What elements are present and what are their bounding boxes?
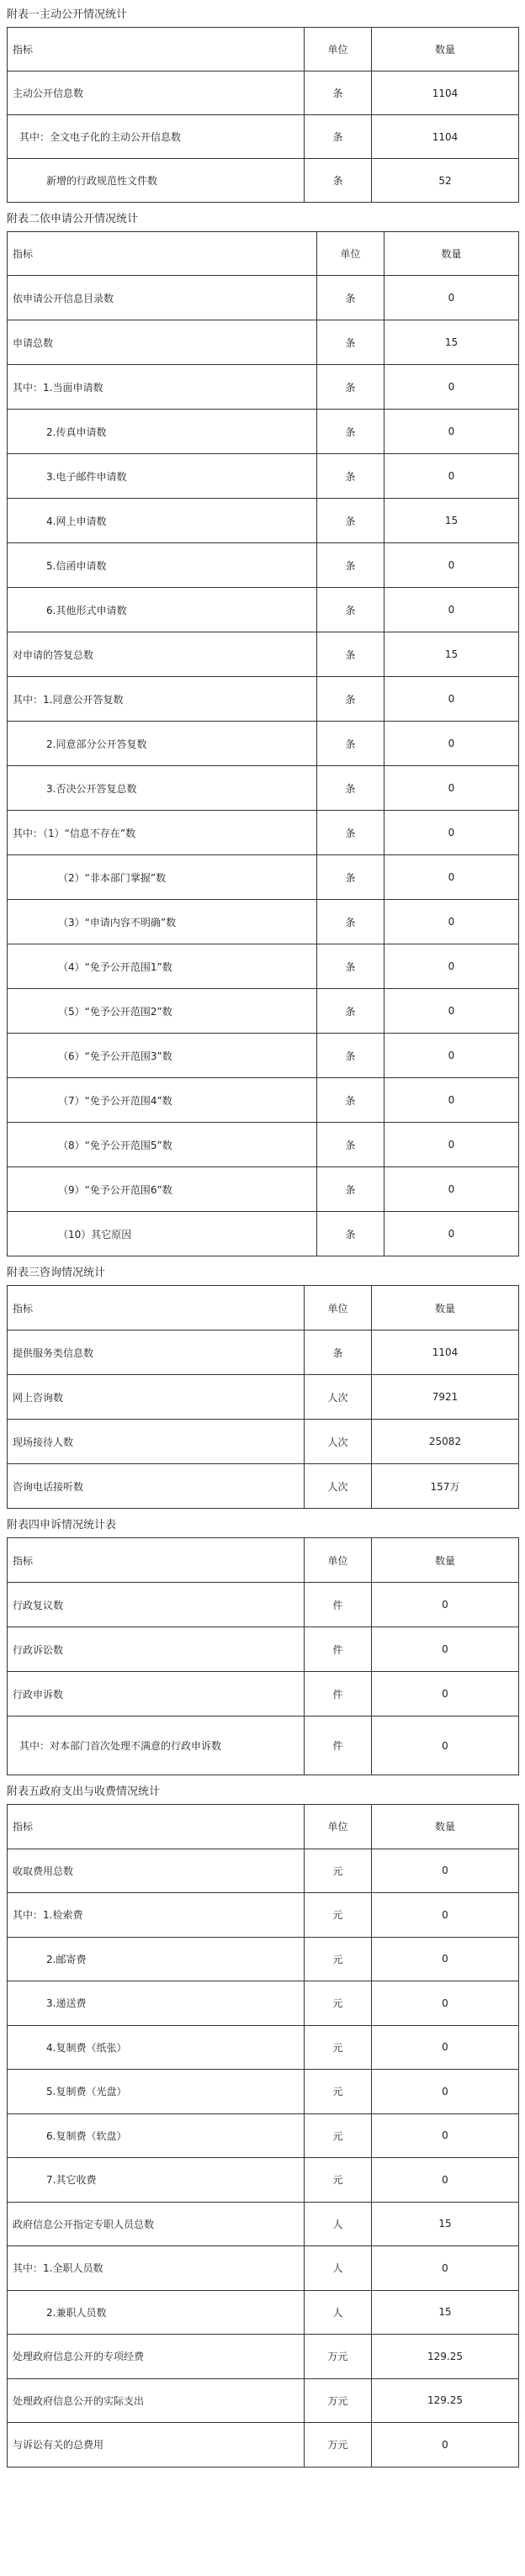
table-row	[8, 71, 519, 115]
row-name: （4）“免予公开范围1”数	[8, 944, 317, 989]
row-qty: 0	[384, 1212, 519, 1256]
row-name: 4.网上申请数	[8, 499, 317, 543]
table-row	[8, 1078, 519, 1123]
table-header-row	[8, 232, 519, 276]
row-name: 对申请的答复总数	[8, 632, 317, 677]
row-unit: 条	[317, 499, 384, 543]
row-name: 与诉讼有关的总费用	[8, 2423, 305, 2468]
row-name: 申请总数	[8, 320, 317, 365]
row-unit: 元	[305, 2113, 372, 2158]
row-qty: 0	[372, 1672, 519, 1716]
table-row	[8, 1375, 519, 1420]
row-unit: 万元	[305, 2378, 372, 2423]
table-row	[8, 1937, 519, 1981]
header-indicator: 指标	[8, 232, 317, 276]
row-name: 其中：1.检索费	[8, 1893, 305, 1938]
row-unit: 人次	[305, 1375, 372, 1420]
table1	[7, 27, 519, 203]
row-qty: 0	[372, 1716, 519, 1775]
row-unit: 条	[317, 1034, 384, 1078]
table-row	[8, 2423, 519, 2468]
header-indicator: 指标	[8, 1538, 305, 1583]
row-qty: 0	[384, 276, 519, 320]
row-name: 3.电子邮件申请数	[8, 454, 317, 499]
row-name: 政府信息公开指定专职人员总数	[8, 2202, 305, 2246]
row-name: 2.邮寄费	[8, 1937, 305, 1981]
header-indicator: 指标	[8, 1805, 305, 1849]
row-qty: 25082	[372, 1420, 519, 1464]
row-unit: 件	[305, 1672, 372, 1716]
row-name: 其中：全文电子化的主动公开信息数	[8, 115, 305, 159]
header-quantity: 数量	[384, 232, 519, 276]
row-qty: 0	[384, 543, 519, 588]
row-name: 其中：对本部门首次处理不满意的行政申诉数	[8, 1716, 305, 1775]
table-row	[8, 677, 519, 722]
row-unit: 条	[317, 632, 384, 677]
row-unit: 件	[305, 1627, 372, 1672]
row-unit: 条	[317, 588, 384, 632]
row-name: 6.其他形式申请数	[8, 588, 317, 632]
row-unit: 条	[305, 115, 372, 159]
row-qty: 0	[384, 811, 519, 855]
row-qty: 0	[384, 944, 519, 989]
row-qty: 0	[372, 1893, 519, 1938]
row-unit: 条	[317, 855, 384, 900]
table-row	[8, 1981, 519, 2026]
row-name: 提供服务类信息数	[8, 1330, 305, 1375]
row-name: 2.传真申请数	[8, 410, 317, 454]
row-unit: 条	[317, 543, 384, 588]
row-qty: 0	[384, 766, 519, 811]
table-row	[8, 2378, 519, 2423]
row-unit: 元	[305, 2070, 372, 2114]
row-qty: 0	[384, 855, 519, 900]
table-row	[8, 1034, 519, 1078]
table-row	[8, 989, 519, 1034]
row-name: 7.其它收费	[8, 2158, 305, 2203]
header-unit: 单位	[305, 1538, 372, 1583]
table-row	[8, 320, 519, 365]
row-name: 5.复制费（光盘）	[8, 2070, 305, 2114]
row-name: （6）“免予公开范围3”数	[8, 1034, 317, 1078]
row-name: （3）“申请内容不明确”数	[8, 900, 317, 944]
row-name: （8）“免予公开范围5”数	[8, 1123, 317, 1167]
row-unit: 人	[305, 2246, 372, 2291]
table3-title: 附表三咨询情况统计	[7, 1267, 106, 1279]
row-unit: 元	[305, 1981, 372, 2026]
header-quantity: 数量	[372, 1286, 519, 1330]
row-unit: 元	[305, 2025, 372, 2070]
row-qty: 0	[384, 454, 519, 499]
row-name: 3.递送费	[8, 1981, 305, 2026]
row-qty: 1104	[372, 115, 519, 159]
row-qty: 0	[384, 900, 519, 944]
row-unit: 条	[317, 944, 384, 989]
header-indicator: 指标	[8, 1286, 305, 1330]
table-row	[8, 2113, 519, 2158]
table-row	[8, 365, 519, 410]
row-unit: 条	[305, 159, 372, 203]
row-qty: 0	[384, 365, 519, 410]
table-row	[8, 632, 519, 677]
table-row	[8, 855, 519, 900]
row-unit: 条	[317, 365, 384, 410]
row-qty: 0	[372, 1849, 519, 1893]
row-qty: 0	[384, 677, 519, 722]
row-name: 网上咨询数	[8, 1375, 305, 1420]
row-unit: 条	[317, 320, 384, 365]
row-qty: 0	[372, 1627, 519, 1672]
table2-title: 附表二依申请公开情况统计	[7, 213, 139, 225]
row-qty: 129.25	[372, 2378, 519, 2423]
row-qty: 0	[372, 2025, 519, 2070]
table-row	[8, 900, 519, 944]
row-unit: 元	[305, 1849, 372, 1893]
table-header-row	[8, 1805, 519, 1849]
table4	[7, 1537, 519, 1775]
row-qty: 1104	[372, 71, 519, 115]
row-unit: 条	[317, 410, 384, 454]
row-qty: 157万	[372, 1464, 519, 1509]
table4-title: 附表四申诉情况统计表	[7, 1519, 117, 1531]
row-qty: 129.25	[372, 2335, 519, 2379]
row-name: 处理政府信息公开的专项经费	[8, 2335, 305, 2379]
row-name: 5.信函申请数	[8, 543, 317, 588]
row-qty: 0	[384, 1034, 519, 1078]
row-unit: 条	[305, 71, 372, 115]
table-row	[8, 588, 519, 632]
table-row	[8, 1167, 519, 1212]
row-unit: 件	[305, 1716, 372, 1775]
row-name: 主动公开信息数	[8, 71, 305, 115]
row-qty: 0	[372, 2070, 519, 2114]
row-qty: 0	[372, 1583, 519, 1627]
row-qty: 0	[372, 2423, 519, 2468]
table-row	[8, 115, 519, 159]
row-qty: 15	[372, 2290, 519, 2335]
row-qty: 7921	[372, 1375, 519, 1420]
row-name: 依申请公开信息目录数	[8, 276, 317, 320]
table-row	[8, 2246, 519, 2291]
table-row	[8, 944, 519, 989]
table-row	[8, 2070, 519, 2114]
row-qty: 0	[372, 2113, 519, 2158]
table-row	[8, 2335, 519, 2379]
header-quantity: 数量	[372, 28, 519, 71]
header-quantity: 数量	[372, 1805, 519, 1849]
row-unit: 条	[317, 1123, 384, 1167]
row-unit: 条	[317, 1167, 384, 1212]
table-row	[8, 1893, 519, 1938]
row-name: 6.复制费（软盘）	[8, 2113, 305, 2158]
row-qty: 0	[384, 1078, 519, 1123]
table5	[7, 1804, 519, 2468]
table-row	[8, 722, 519, 766]
row-unit: 条	[317, 989, 384, 1034]
table-row	[8, 1583, 519, 1627]
table2	[7, 231, 519, 1256]
row-unit: 人次	[305, 1464, 372, 1509]
row-unit: 条	[317, 722, 384, 766]
table5-title: 附表五政府支出与收费情况统计	[7, 1785, 161, 1798]
row-unit: 人次	[305, 1420, 372, 1464]
row-name: 2.兼职人员数	[8, 2290, 305, 2335]
row-unit: 条	[305, 1330, 372, 1375]
table-row	[8, 1849, 519, 1893]
row-name: 处理政府信息公开的实际支出	[8, 2378, 305, 2423]
row-qty: 0	[384, 1123, 519, 1167]
table-row	[8, 410, 519, 454]
row-qty: 0	[372, 1981, 519, 2026]
row-qty: 0	[384, 722, 519, 766]
table-header-row	[8, 28, 519, 71]
row-qty: 0	[384, 410, 519, 454]
header-quantity: 数量	[372, 1538, 519, 1583]
row-qty: 0	[384, 1167, 519, 1212]
header-unit: 单位	[305, 28, 372, 71]
table1-title: 附表一主动公开情况统计	[7, 8, 128, 21]
row-unit: 元	[305, 1937, 372, 1981]
row-unit: 条	[317, 766, 384, 811]
row-name: 收取费用总数	[8, 1849, 305, 1893]
table-row	[8, 499, 519, 543]
row-qty: 15	[384, 632, 519, 677]
row-unit: 条	[317, 276, 384, 320]
row-name: 新增的行政规范性文件数	[8, 159, 305, 203]
table-row	[8, 2290, 519, 2335]
table-row	[8, 1464, 519, 1509]
header-indicator: 指标	[8, 28, 305, 71]
row-name: 现场接待人数	[8, 1420, 305, 1464]
row-name: 3.否决公开答复总数	[8, 766, 317, 811]
table-row	[8, 811, 519, 855]
row-qty: 15	[384, 320, 519, 365]
row-qty: 0	[372, 2158, 519, 2203]
header-unit: 单位	[305, 1805, 372, 1849]
row-name: 咨询电话接听数	[8, 1464, 305, 1509]
row-qty: 15	[372, 2202, 519, 2246]
row-name: 行政申诉数	[8, 1672, 305, 1716]
table-row	[8, 2202, 519, 2246]
table-row	[8, 1716, 519, 1775]
table-row	[8, 276, 519, 320]
row-qty: 0	[384, 588, 519, 632]
row-name: （7）“免予公开范围4”数	[8, 1078, 317, 1123]
row-unit: 万元	[305, 2423, 372, 2468]
row-name: 行政复议数	[8, 1583, 305, 1627]
table-row	[8, 2025, 519, 2070]
row-qty: 0	[384, 989, 519, 1034]
row-unit: 条	[317, 811, 384, 855]
table-row	[8, 1672, 519, 1716]
row-qty: 0	[372, 2246, 519, 2291]
row-name: 其中：（1）“信息不存在”数	[8, 811, 317, 855]
table-row	[8, 1212, 519, 1256]
row-unit: 条	[317, 1212, 384, 1256]
row-unit: 人	[305, 2290, 372, 2335]
row-qty: 0	[372, 1937, 519, 1981]
row-unit: 条	[317, 900, 384, 944]
header-unit: 单位	[305, 1286, 372, 1330]
row-unit: 元	[305, 1893, 372, 1938]
table-row	[8, 1123, 519, 1167]
row-unit: 件	[305, 1583, 372, 1627]
row-qty: 15	[384, 499, 519, 543]
row-unit: 条	[317, 454, 384, 499]
row-name: 其中：1.当面申请数	[8, 365, 317, 410]
row-qty: 52	[372, 159, 519, 203]
table-row	[8, 766, 519, 811]
table-header-row	[8, 1538, 519, 1583]
table-row	[8, 1420, 519, 1464]
table-row	[8, 1330, 519, 1375]
row-name: 其中：1.全职人员数	[8, 2246, 305, 2291]
row-name: 2.同意部分公开答复数	[8, 722, 317, 766]
row-name: 行政诉讼数	[8, 1627, 305, 1672]
table-row	[8, 159, 519, 203]
row-name: 4.复制费（纸张）	[8, 2025, 305, 2070]
table-header-row	[8, 1286, 519, 1330]
row-unit: 条	[317, 677, 384, 722]
table-row	[8, 543, 519, 588]
table-row	[8, 1627, 519, 1672]
row-unit: 条	[317, 1078, 384, 1123]
table-row	[8, 2158, 519, 2203]
row-qty: 1104	[372, 1330, 519, 1375]
table-row	[8, 454, 519, 499]
row-name: （10）其它原因	[8, 1212, 317, 1256]
row-name: 其中：1.同意公开答复数	[8, 677, 317, 722]
row-unit: 元	[305, 2158, 372, 2203]
table3	[7, 1285, 519, 1509]
row-name: （5）“免予公开范围2”数	[8, 989, 317, 1034]
row-name: （2）“非本部门掌握”数	[8, 855, 317, 900]
row-unit: 万元	[305, 2335, 372, 2379]
row-unit: 人	[305, 2202, 372, 2246]
header-unit: 单位	[317, 232, 384, 276]
row-name: （9）“免予公开范围6”数	[8, 1167, 317, 1212]
